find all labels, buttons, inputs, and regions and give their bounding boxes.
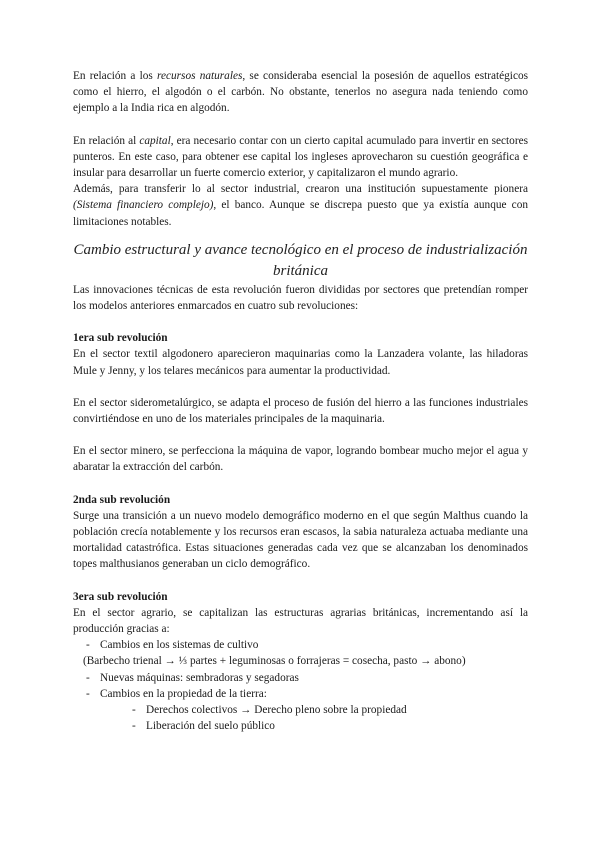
list-agrario-continued: [73, 670, 528, 735]
text: , era necesario contar con un cierto capital acumulado para invertir en sectores punteros. En este caso, para obtener ese capital los ingleses aprovecharon su cuestión geográfica e insular para desarrollar un fuerte comercio exterior, y capitalizaron el mundo agrario.: [73, 134, 528, 180]
subsection-heading-3: 3era sub revolución: [73, 590, 168, 603]
spacer: [73, 476, 528, 492]
subsection-heading-2: 2nda sub revolución: [73, 493, 171, 506]
spacer: [73, 117, 528, 133]
text: En relación a los: [73, 70, 157, 82]
paragraph-agrario: En el sector agrario, se capitalizan las estructuras agrarias británicas, incrementando así la producción gracias a:: [73, 606, 528, 636]
subsection-heading-1: 1era sub revolución: [73, 332, 168, 345]
spacer: [73, 379, 528, 395]
paragraph-capital: [73, 133, 528, 182]
text: , se consideraba esencial la posesión de aquellos estratégicos como el hierro, el algodón o el carbón. No obstante, tenerlos no asegura nada teniendo como ejemplo a la India rica en algodón.: [73, 70, 529, 115]
paragraph-demografico: Surge una transición a un nuevo modelo demográfico moderno en el que según Malthus cuando la población crecía notablemente y los recursos eran escasos, la sabia naturaleza actuaba mediante una mortalidad catastrófica. Estas situaciones generadas cada vez que se alcanzaban los denominados topes malthusianos generaban un ciclo demográfico.: [73, 509, 528, 571]
list-item: [73, 686, 528, 735]
spacer: [73, 427, 528, 443]
list-note: (Barbecho trienal → ⅓ partes + leguminosas o forrajeras = cosecha, pasto → abono): [83, 655, 466, 668]
text: En relación al: [73, 134, 140, 147]
section-title: Cambio estructural y avance tecnológico en el proceso de industrialización británica: [73, 241, 528, 279]
document-body: [73, 68, 528, 735]
list-item-label: Cambios en la propiedad de la tierra:: [100, 687, 267, 700]
text: , el banco. Aunque se discrepa puesto que ya existía aunque con limitaciones notables.: [73, 199, 528, 228]
sublist-propiedad: [100, 702, 528, 734]
list-item: - Nuevas máquinas: sembradoras y segadoras: [73, 670, 528, 686]
emphasis: (Sistema financiero complejo): [73, 199, 214, 212]
spacer: [73, 573, 528, 589]
section-intro: Las innovaciones técnicas de esta revolución fueron divididas por sectores que pretendían romper los modelos anteriores enmarcados en cuatro sub revoluciones:: [73, 283, 528, 313]
text: Además, para transferir lo al sector industrial, crearon una institución supuestamente pionera: [73, 183, 528, 196]
paragraph-siderometalurgico: En el sector siderometalúrgico, se adapta el proceso de fusión del hierro a las funciones industriales convirtiéndose en uno de los materiales principales de la maquinaria.: [73, 396, 528, 426]
spacer: [73, 314, 528, 330]
paragraph-minero: En el sector minero, se perfecciona la máquina de vapor, logrando bombear mucho mejor el agua y abaratar la extracción del carbón.: [73, 445, 528, 474]
sublist-item: - Liberación del suelo público: [100, 718, 528, 734]
sublist-item: - Derechos colectivos → Derecho pleno sobre la propiedad: [100, 702, 528, 718]
paragraph-textil: En el sector textil algodonero aparecieron maquinarias como la Lanzadera volante, las hiladoras Mule y Jenny, y los telares mecánicos para aumentar la productividad.: [73, 348, 528, 377]
emphasis: recursos naturales: [157, 70, 243, 82]
paragraph-recursos-naturales: [73, 68, 528, 117]
list-agrario: [73, 637, 528, 653]
emphasis: capital: [139, 134, 171, 147]
paragraph-banco: [73, 181, 528, 230]
list-item: - Cambios en los sistemas de cultivo: [73, 637, 528, 653]
